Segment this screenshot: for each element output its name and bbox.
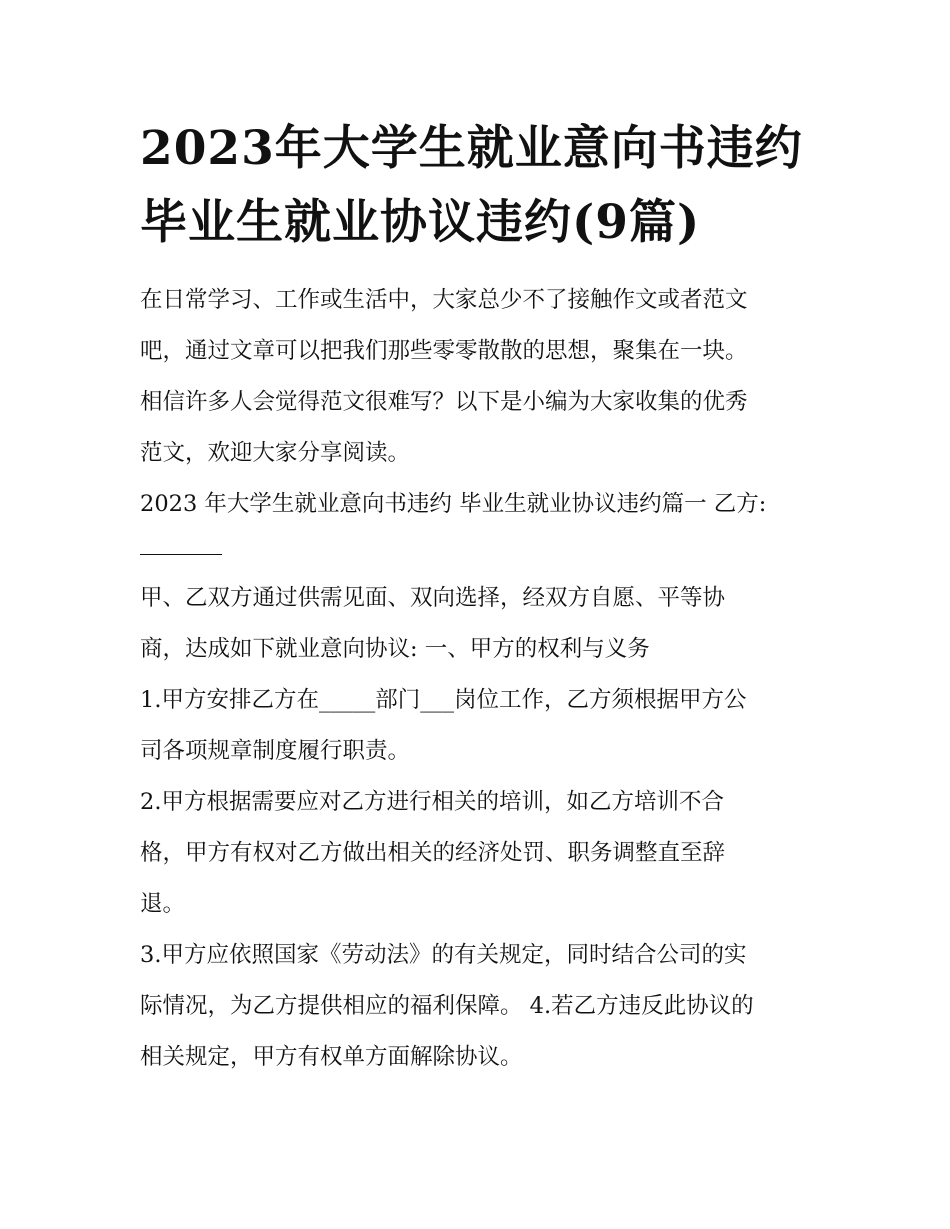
document-title [140,112,840,260]
agreement-line-1: 甲、乙双方通过供需见面、双向选择，经双方自愿、平等协 [140,585,726,611]
clause-2-line-3: 退。 [140,891,186,917]
intro-line-4: 范文，欢迎大家分享阅读。 [140,440,411,466]
clause-4-line: 相关规定，甲方有权单方面解除协议。 [140,1044,523,1070]
intro-line-2: 吧，通过文章可以把我们那些零零散散的思想，聚集在一块。 [140,338,748,364]
intro-line-1: 在日常学习、工作或生活中，大家总少不了接触作文或者范文 [140,287,748,313]
clause-3-line-1: 3.甲方应依照国家《劳动法》的有关规定，同时结合公司的实 [140,942,747,968]
title-line-2: 毕业生就业协议违约(9篇) [140,195,701,250]
intro-line-3: 相信许多人会觉得范文很难写？以下是小编为大家收集的优秀 [140,389,748,415]
party-b-blank [140,532,830,563]
clause-2-line-2: 格，甲方有权对乙方做出相关的经济处罚、职务调整直至辞 [140,840,726,866]
agreement-line-2: 商，达成如下就业意向协议: 一、甲方的权利与义务 [140,636,650,662]
clause-2-line-1: 2.甲方根据需要应对乙方进行相关的培训，如乙方培训不合 [140,789,724,815]
fill-in-blank [140,532,222,555]
title-line-1: 2023年大学生就业意向书违约 [140,121,803,176]
section-heading-line: 2023 年大学生就业意向书违约 毕业生就业协议违约篇一 乙方: [140,491,767,517]
clause-1-line-1: 1.甲方安排乙方在_____部门___岗位工作，乙方须根据甲方公 [140,687,747,713]
clause-3-line-2: 际情况，为乙方提供相应的福利保障。 4.若乙方违反此协议的 [140,993,754,1019]
clause-1-line-2: 司各项规章制度履行职责。 [140,738,411,764]
